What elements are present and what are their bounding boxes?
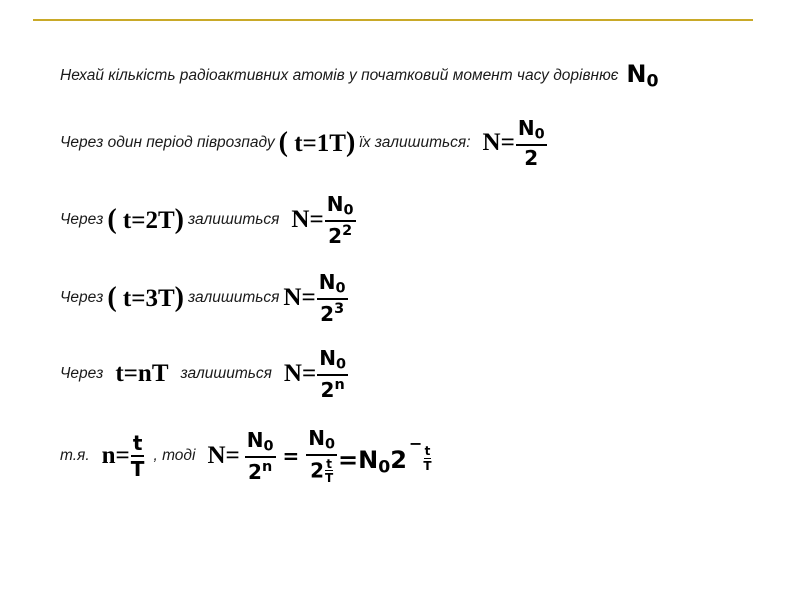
n-equals: N= bbox=[283, 284, 316, 312]
line-n-half-lives bbox=[60, 348, 349, 401]
n-equals: N= bbox=[291, 206, 324, 234]
fraction-n0-over-2-to-n: $\frac{N_0}{2^n}$ bbox=[319, 346, 346, 402]
fraction-t-over-T: $\frac{t}{T}$ bbox=[130, 430, 145, 481]
time-expression: ( t=3T) bbox=[107, 282, 184, 314]
line-2-text-before: Через один період піврозпаду bbox=[60, 134, 275, 152]
result-expression: $=N_02^-$ $\frac{t}{T}$ bbox=[338, 434, 432, 478]
fraction-n0-over-2-squared: $\frac{N_0}{2^2}$ bbox=[326, 192, 354, 248]
line-5-text-after: залишиться bbox=[180, 365, 272, 383]
line-4-text-after: залишиться bbox=[188, 289, 280, 307]
line-2-text-after: їх залишиться: bbox=[359, 134, 471, 152]
line-general-law bbox=[60, 428, 432, 485]
line-one-half-life bbox=[60, 118, 548, 169]
line-three-half-lives bbox=[60, 272, 349, 325]
time-expression: ( t=1T) bbox=[278, 127, 356, 159]
n-equals: N= bbox=[482, 129, 515, 157]
fraction-n0-over-2-cubed: $\frac{N_0}{2^3}$ bbox=[318, 270, 346, 326]
line-two-half-lives bbox=[60, 194, 357, 247]
line-6-text-mid: , тоді bbox=[153, 447, 196, 465]
line-6-prefix: т.я. bbox=[60, 447, 90, 465]
line-3-text-before: Через bbox=[60, 211, 104, 229]
line-initial-atoms bbox=[60, 62, 659, 91]
n-equals-small: n= bbox=[101, 442, 130, 470]
line-3-text-after: залишиться bbox=[188, 211, 280, 229]
fraction-n0-over-2-to-n: $\frac{N_0}{2^n}$ bbox=[246, 428, 274, 484]
time-expression: ( t=2T) bbox=[107, 204, 184, 236]
formula-n0: $N_0$ bbox=[626, 60, 659, 92]
line-5-text-before: Через bbox=[60, 365, 104, 383]
line-1-text: Нехай кількість радіоактивних атомів у початковий момент часу дорівнює bbox=[60, 67, 619, 85]
N-equals: N= bbox=[207, 442, 240, 470]
equals-sign: = bbox=[282, 444, 300, 469]
n-equals: N= bbox=[283, 360, 317, 388]
header-divider bbox=[33, 19, 753, 21]
line-4-text-before: Через bbox=[60, 289, 104, 307]
fraction-n0-over-2-to-t-over-T: $N_0$ 2 $\frac{t}{T}$ bbox=[308, 426, 336, 486]
time-expression: t=nT bbox=[115, 360, 169, 388]
fraction-n0-over-2: $\frac{N_0}{2}$ bbox=[517, 116, 545, 170]
